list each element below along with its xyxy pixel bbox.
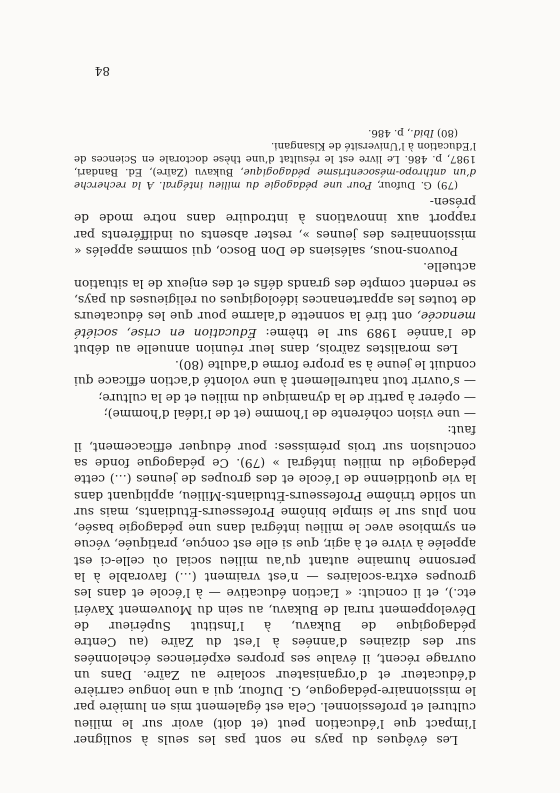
premise-3: — s’ouvrir tout naturellement à une volonté d’action efficace qui conduit le jeune à sa propre forme d’adulte (80). [74,358,476,389]
footnote-80-number: (80) [433,126,458,138]
footnote-79-details: , Bukavu (Zaïre), Ed. Bandari, 1987, p. 486. Le livre est le résultat d’une thèse doctorale en Sciences de l’Education à l’Université de Kisangani. [74,139,476,177]
footnote-79-title: Pour une pédagogie du milieu intégral. A la recherche d’un anthropo-mésocentrisme pédagogique [74,165,476,190]
footnote-80-page: , p. 486. [368,126,411,138]
paragraph-3: Pouvons-nous, salésiens de Don Bosco, qui sommes appelés « missionnaires des jeunes », rester absents ou indifférents par rapport aux innovations à introduire dans notre mode de présen- [74,195,476,259]
page-text [74,126,476,748]
premise-1: — une vision cohérente de l’homme (et de l’idéal d’homme); [103,407,476,422]
paragraph-1: Les évêques du pays ne sont pas les seuls à souligner l’impact que l’éducation peut (et doit) avoir sur le milieu culturel et professionnel. Cela est également mis en lumière par le missionnaire-pédagogue, G. Dufour, qui a une longue carrière d’éducateur et d’organisateur scolaire au Zaïre. Dans un ouvrage récent, il évalue ses propres expériences échelonnées sur des dizaines d’années à l’est du Zaïre (au Centre pédagogique de Bukavu, à l’Institut Supérieur de Développement rural de Bukavu, au sein du Mouvement Xavéri etc.), et il conclut: « L’action éducative — à l’école et dans les groupes extra-scolaires — n’est vraiment (…) favorable à la personne humaine autant qu’au milieu social où celle-ci est appelée à vivre et à agir, que si elle est conçue, pratiquée, vécue en symbiose avec le milieu intégral dans une pédagogie basée, non plus sur le simple binôme Professeurs-Étudiants, mais sur un solide trinôme Professeurs-Étudiants-Milieu, appliquant dans la vie quotidienne de l’école et des groupes de jeunes (…) cette pédagogie du milieu intégral » (79). Ce pédagogue fonde sa conclusion sur trois prémisses: pour éduquer efficacement, il faut: [74,423,476,747]
premise-2: — opérer à partir de la dynamique du milieu et de la culture; [98,390,476,405]
page-number: 84 [94,64,110,78]
footnote-80 [74,126,476,139]
footnote-79-author: (79) G. Dufour, [371,178,458,190]
footnote-79 [74,139,476,191]
paragraph-2 [74,259,476,357]
body-text [74,194,476,748]
footnote-80-ibid: Ibid. [410,126,434,138]
paragraph-2-start: Les moralistes zaïrois, dans leur réunion annuelle au début de l’année 1989 sur le thème: [74,325,476,356]
footnotes [74,126,476,191]
conference-theme: Éducation en crise, société menacée, [74,309,476,340]
paragraph-2-end: ont tiré la sonnette d’alarme pour que les éducateurs de toutes les appartenances idéologiques ou religieuses du pays, se rendent compte des grands défis et des enjeux de la situation actuelle. [74,260,476,324]
